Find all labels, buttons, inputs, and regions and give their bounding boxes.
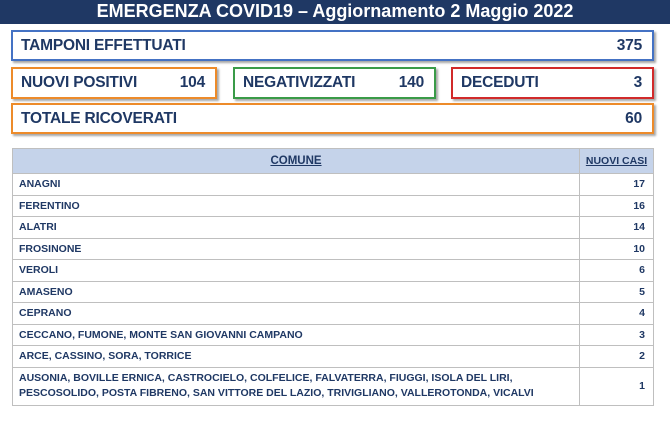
comune-cell-line-2: PESCOSOLIDO, POSTA FIBRENO, SAN VITTORE DEL LAZIO, TRIVIGLIANO, VALLEROTONDA, VICALVI — [19, 387, 534, 399]
table-header-row — [13, 149, 654, 174]
table-row — [13, 324, 654, 346]
column-header-nuovi-casi: NUOVI CASI — [580, 149, 654, 174]
comune-cell: CECCANO, FUMONE, MONTE SAN GIOVANNI CAMPANO — [13, 324, 580, 346]
casi-cell: 14 — [580, 217, 654, 239]
page-title: EMERGENZA COVID19 – Aggiornamento 2 Maggio 2022 — [0, 0, 670, 24]
stat-negativizzati-label: NEGATIVIZZATI — [243, 74, 356, 91]
casi-cell: 16 — [580, 195, 654, 217]
casi-cell: 5 — [580, 281, 654, 303]
casi-cell: 6 — [580, 260, 654, 282]
stat-positivi — [11, 67, 217, 99]
casi-cell: 4 — [580, 303, 654, 325]
stat-tamponi-label: TAMPONI EFFETTUATI — [21, 36, 186, 54]
comune-cell: ARCE, CASSINO, SORA, TORRICE — [13, 346, 580, 368]
casi-cell: 3 — [580, 324, 654, 346]
comune-cell: ALATRI — [13, 217, 580, 239]
stat-positivi-label: NUOVI POSITIVI — [21, 74, 138, 91]
comune-cell: CEPRANO — [13, 303, 580, 325]
stat-tamponi — [11, 30, 654, 61]
stat-ricoverati-value: 60 — [625, 109, 642, 127]
casi-cell: 2 — [580, 346, 654, 368]
table-row — [13, 174, 654, 196]
column-header-comune: COMUNE — [13, 149, 580, 174]
table-row — [13, 238, 654, 260]
casi-cell: 10 — [580, 238, 654, 260]
comuni-table — [12, 148, 654, 406]
stat-ricoverati — [11, 103, 654, 134]
stat-negativizzati-value: 140 — [398, 74, 424, 91]
table-row — [13, 217, 654, 239]
casi-cell: 1 — [580, 367, 654, 405]
table-row — [13, 303, 654, 325]
table-row — [13, 367, 654, 405]
stat-positivi-value: 104 — [179, 74, 205, 91]
table-row — [13, 195, 654, 217]
stat-deceduti-label: DECEDUTI — [461, 74, 539, 91]
stat-deceduti — [451, 67, 654, 99]
comune-cell: FERENTINO — [13, 195, 580, 217]
stat-ricoverati-label: TOTALE RICOVERATI — [21, 109, 177, 127]
comune-cell: ANAGNI — [13, 174, 580, 196]
comune-cell: AMASENO — [13, 281, 580, 303]
casi-cell: 17 — [580, 174, 654, 196]
stat-tamponi-value: 375 — [616, 36, 642, 54]
table-row — [13, 260, 654, 282]
comune-cell-line-1: AUSONIA, BOVILLE ERNICA, CASTROCIELO, COLFELICE, FALVATERRA, FIUGGI, ISOLA DEL LIRI, — [19, 372, 513, 384]
comune-cell: FROSINONE — [13, 238, 580, 260]
stat-negativizzati — [233, 67, 436, 99]
table-row — [13, 281, 654, 303]
table-row — [13, 346, 654, 368]
comune-cell — [13, 367, 580, 405]
comune-cell: VEROLI — [13, 260, 580, 282]
stat-deceduti-value: 3 — [633, 74, 642, 91]
